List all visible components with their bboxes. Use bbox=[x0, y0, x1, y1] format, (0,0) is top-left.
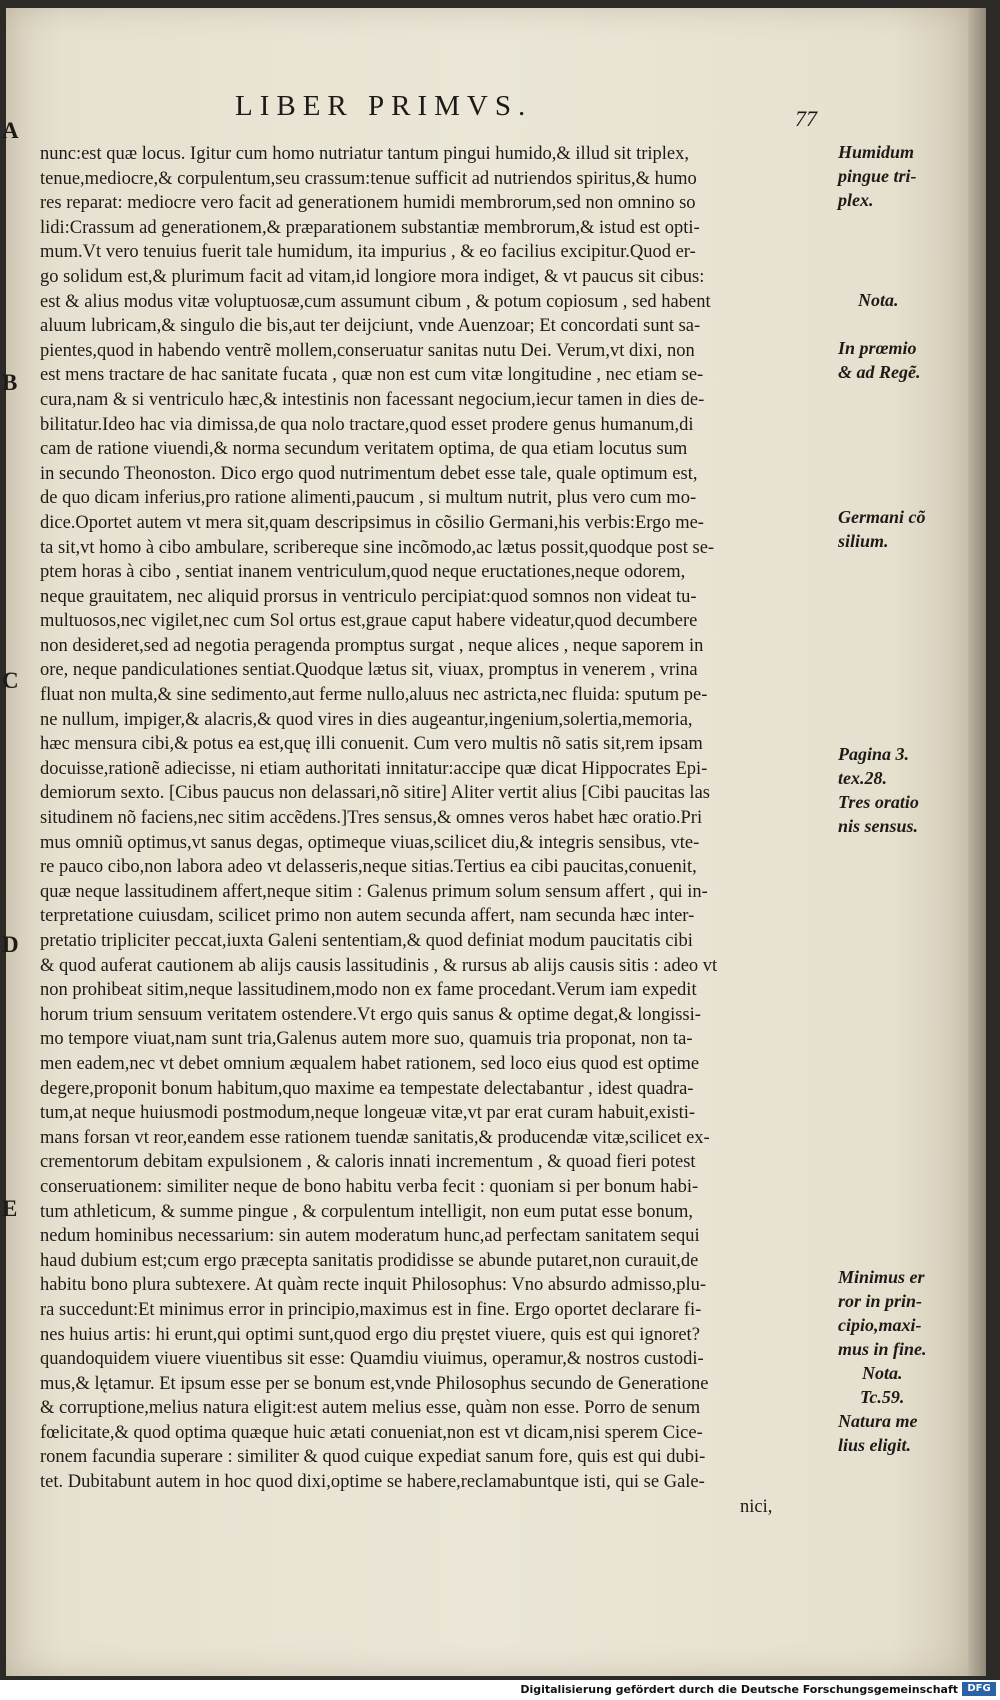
text-line: ta sit,vt homo à cibo ambulare, scribereque sine incõmodo,ac lætus possit,quodque post se- bbox=[40, 537, 715, 558]
text-line: est & alius modus vitæ voluptuosæ,cum assumunt cibum , & potum copiosum , sed habent bbox=[40, 291, 711, 312]
text-line: pretatio tripliciter peccat,iuxta Galeni sententiam,& quod definiat modum paucitatis cibi bbox=[40, 931, 693, 951]
text-line: quandoquidem viuere viuentibus sit esse: Quamdiu viuimus, operamur,& nostros custodi- bbox=[40, 1349, 704, 1370]
text-line: res reparat: mediocre vero facit ad generationem humidi membrorum,sed non omnino so bbox=[40, 193, 696, 214]
dfg-logo: DFG bbox=[962, 1682, 996, 1696]
margin-note-tc59 bbox=[860, 1385, 988, 1409]
margin-note-line: Tc.59. bbox=[860, 1387, 905, 1407]
margin-note-line: lius eligit. bbox=[838, 1435, 912, 1455]
text-line: tum,at neque huiusmodi postmodum,neque longeuæ vitæ,vt par erat curam habuit,existi- bbox=[40, 1103, 696, 1124]
text-line: conseruationem: similiter neque de bono habitu verba fecit : quoniam si per bonum habi- bbox=[40, 1176, 699, 1197]
margin-note-line: tex.28. bbox=[838, 768, 887, 788]
text-line: situdinem nõ faciens,nec sitim accẽdens.]Tres sensus,& omnes veros habet hæc oratio.Pri bbox=[40, 808, 703, 829]
margin-note-line: Nota. bbox=[862, 1363, 903, 1383]
margin-note-line: & ad Regẽ. bbox=[838, 362, 921, 382]
text-line: pientes,quod in habendo ventrẽ mollem,conseruatur sanitas nutu Dei. Verum,vt dixi, non bbox=[40, 340, 695, 361]
text-line: demiorum sexto. [Cibus paucus non delassari,nõ sitire] Aliter vertit alius [Cibi paucitas las bbox=[40, 783, 710, 804]
margin-note-line: ror in prin- bbox=[838, 1291, 923, 1311]
text-line: ptem horas à cibo , sentiat inanem ventriculum,quod neque eructationes,neque odorem, bbox=[40, 562, 686, 583]
text-line: nunc:est quæ locus. Igitur cum homo nutriatur tantum pingui humido,& illud sit triplex, bbox=[40, 144, 689, 164]
text-line: cura,nam & si ventriculo hæc,& intestinis non facessant negocium,iecur tamen in dies de- bbox=[40, 389, 705, 410]
page-edge bbox=[968, 8, 986, 1676]
footer-credit: Digitalisierung gefördert durch die Deutsche Forschungsgemeinschaft bbox=[520, 1683, 958, 1696]
text-line: non prohibeat sitim,neque lassitudinem,modo non ex fame procedant.Verum iam expedit bbox=[40, 980, 697, 1001]
section-letter-e: E bbox=[2, 1196, 18, 1221]
text-line: habitu bono plura subtexere. At quàm recte inquit Philosophus: Vno absurdo admisso,plu- bbox=[40, 1275, 707, 1296]
text-line: docuisse,rationẽ adiecisse, ni etiam authoritati innitatur:accipe quæ dicat Hippocrates Epi- bbox=[40, 758, 708, 779]
text-line: men eadem,nec vt debet omnium æqualem habet rationem, sed loco eius quod est optime bbox=[40, 1053, 700, 1074]
text-line: nici, bbox=[740, 1496, 773, 1517]
text-line: nedum hominibus necessarium: sin autem moderatum hunc,ad perfectam sanitatem sequi bbox=[40, 1226, 700, 1247]
text-line: hæc mensura cibi,& potus ea est,quę illi conuenit. Cum vero multis nõ satis sit,rem ipsam bbox=[40, 734, 703, 755]
text-line: multuosos,nec vigilet,nec cum Sol ortus est,graue caput habere videatur,quod decumbere bbox=[40, 611, 698, 632]
margin-note-line: Humidum bbox=[838, 142, 915, 162]
text-line: aluum lubricam,& singulo die bis,aut ter deijciunt, vnde Auenzoar; Et concordati sunt sa- bbox=[40, 316, 701, 337]
text-line: mus,& lętamur. Et ipsum esse per se bonum est,vnde Philosophus secundo de Generatione bbox=[40, 1373, 709, 1394]
text-line: go solidum est,& plurimum facit ad vitam,id longiore mora indiget, & vt paucus sit cibus: bbox=[40, 266, 705, 287]
section-letter-d: D bbox=[2, 932, 19, 957]
text-line: tum athleticum, & summe pingue , & corpulentum intelligit, non eum putat esse bonum, bbox=[40, 1201, 694, 1222]
text-line: mus omniũ optimus,vt sanus degas, optimeque viuas,scilicet diu,& integris sensibus, vte- bbox=[40, 832, 700, 853]
text-line: cam de ratione viuendi,& norma secundum veritatem optima, de qua etiam locutus sum bbox=[40, 439, 688, 460]
text-line: haud dubium est;cum ergo præcepta sanitatis prodidisse se abunde putaret,non curauit,de bbox=[40, 1250, 699, 1271]
text-line: fœlicitate,& quod optima quæque huic ætati conueniat,non est vt dicam,nisi sperem Cice- bbox=[40, 1422, 703, 1443]
text-line: horum trium sensuum veritatem ostendere.Vt ergo quis sanus & optime degat,& longissi- bbox=[40, 1004, 701, 1025]
text-line: mo tempore viuat,nam sunt tria,Galenus autem more suo, quamuis tria proponat, non ta- bbox=[40, 1029, 693, 1050]
text-line: lidi:Crassum ad generationem,& præparationem substantiæ membrorum,& istud est opti- bbox=[40, 217, 700, 238]
margin-note-line: pingue tri- bbox=[838, 166, 917, 186]
text-line: mans forsan vt reor,eandem esse rationem tuendæ sanitatis,& producendæ vitæ,scilicet ex- bbox=[40, 1127, 710, 1148]
text-line: dice.Oportet autem vt mera sit,quam descripsimus in cõsilio Germani,his verbis:Ergo me- bbox=[40, 512, 704, 533]
text-line: quæ neque lassitudinem affert,neque sitim : Galenus primum solum sensum affert , qui in- bbox=[40, 881, 708, 902]
text-line: crementorum debitam expulsionem , & caloris innati incrementum , & quoad fieri potest bbox=[40, 1152, 696, 1173]
text-line: nes huius artis: hi erunt,qui optimi sunt,quod ergo diu pręstet viuere, quis est qui ignoret? bbox=[40, 1324, 700, 1345]
text-line: tet. Dubitabunt autem in hoc quod dixi,optime se habere,reclamabuntque isti, qui se Gale- bbox=[40, 1472, 705, 1493]
margin-note-humidum bbox=[838, 140, 966, 212]
margin-note-germani bbox=[838, 505, 966, 553]
margin-note-line: nis sensus. bbox=[838, 816, 919, 836]
margin-note-line: Natura me bbox=[838, 1411, 918, 1431]
text-line: neque grauitatem, nec aliquid prorsus in ventriculo percipiat:quod somnos non videat tu- bbox=[40, 586, 697, 607]
text-line: est mens tractare de hac sanitate fucata , quæ non est cum vitæ longitudine , nec etiam se- bbox=[40, 365, 704, 386]
margin-note-nota-2 bbox=[862, 1361, 990, 1385]
digitization-footer bbox=[0, 1680, 1000, 1700]
margin-note-line: mus in fine. bbox=[838, 1339, 927, 1359]
text-line: degere,proponit bonum habitum,quo maxime ea tempestate delectabantur , idest quadra- bbox=[40, 1078, 694, 1099]
text-line: & corruptione,melius natura eligit:est autem melius esse, quàm non esse. Porro de senum bbox=[40, 1398, 701, 1419]
section-letter-b: B bbox=[2, 370, 18, 395]
margin-note-line: In prœmio bbox=[838, 338, 917, 358]
margin-note-line: silium. bbox=[838, 531, 889, 551]
margin-note-minimus bbox=[838, 1265, 966, 1361]
section-letter-c: C bbox=[2, 668, 19, 693]
margin-note-natura bbox=[838, 1409, 966, 1457]
text-line: ronem facundia superare : similiter & quod cuique expediat sanum fore, quis est qui dubi- bbox=[40, 1447, 706, 1468]
margin-note-prooemio bbox=[838, 336, 966, 384]
text-line: in secundo Theonoston. Dico ergo quod nutrimentum debet esse tale, quale optimum est, bbox=[40, 463, 698, 484]
margin-note-line: Pagina 3. bbox=[838, 744, 910, 764]
text-line: ne nullum, impiger,& alacris,& quod vires in dies augeantur,ingenium,solertia,memoria, bbox=[40, 709, 693, 730]
text-line: & quod auferat cautionem ab alijs causis lassitudinis , & rursus ab alijs causis sitis : adeo vt bbox=[40, 955, 718, 976]
margin-note-line: Germani cõ bbox=[838, 507, 926, 527]
text-line: de quo dicam inferius,pro ratione alimenti,paucum , si multum nutrit, plus vero cum mo- bbox=[40, 488, 697, 509]
margin-note-pagina bbox=[838, 742, 966, 838]
text-line: ra succedunt:Et minimus error in principio,maximus est in fine. Ergo oportet declarare fi- bbox=[40, 1299, 702, 1320]
page-number: 77 bbox=[795, 106, 817, 131]
text-line: terpretatione cuiusdam, scilicet primo non autem secunda affert, nam secunda hæc inter- bbox=[40, 906, 695, 927]
text-line: bilitatur.Ideo hac via dimissa,de qua nolo tractare,quod esset prodere genus humanum,di bbox=[40, 414, 694, 435]
body-text bbox=[40, 142, 830, 1519]
text-line: ore, neque pandiculationes sentiat.Quodque lætus sit, viuax, promptus in venerem , vrina bbox=[40, 660, 698, 681]
text-line: mum.Vt vero tenuius fuerit tale humidum, ita impurius , & eo facilius excipitur.Quod er- bbox=[40, 242, 696, 263]
text-line: fluat non multa,& sine sedimento,aut ferme nullo,aluus nec astricta,nec fluida: sputum pe- bbox=[40, 685, 708, 706]
margin-note-line: Tres oratio bbox=[838, 792, 919, 812]
margin-note-line: Minimus er bbox=[838, 1267, 925, 1287]
margin-note-line: Nota. bbox=[858, 290, 899, 310]
margin-note-line: plex. bbox=[838, 190, 874, 210]
running-title: LIBER PRIMVS. bbox=[235, 90, 533, 122]
text-line: tenue,mediocre,& corpulentum,seu crassum:tenue sufficit ad nutriendos spiritus,& humo bbox=[40, 168, 697, 189]
section-letter-a: A bbox=[2, 118, 19, 143]
margin-note-nota-1 bbox=[858, 288, 986, 312]
text-line: non desideret,sed ad negotia peragenda promptus surgat , neque alices , neque saporem in bbox=[40, 635, 704, 656]
margin-note-line: cipio,maxi- bbox=[838, 1315, 922, 1335]
text-line: re pauco cibo,non labora adeo vt delasseris,neque sitias.Tertius ea cibi paucitas,conuenit, bbox=[40, 857, 697, 878]
